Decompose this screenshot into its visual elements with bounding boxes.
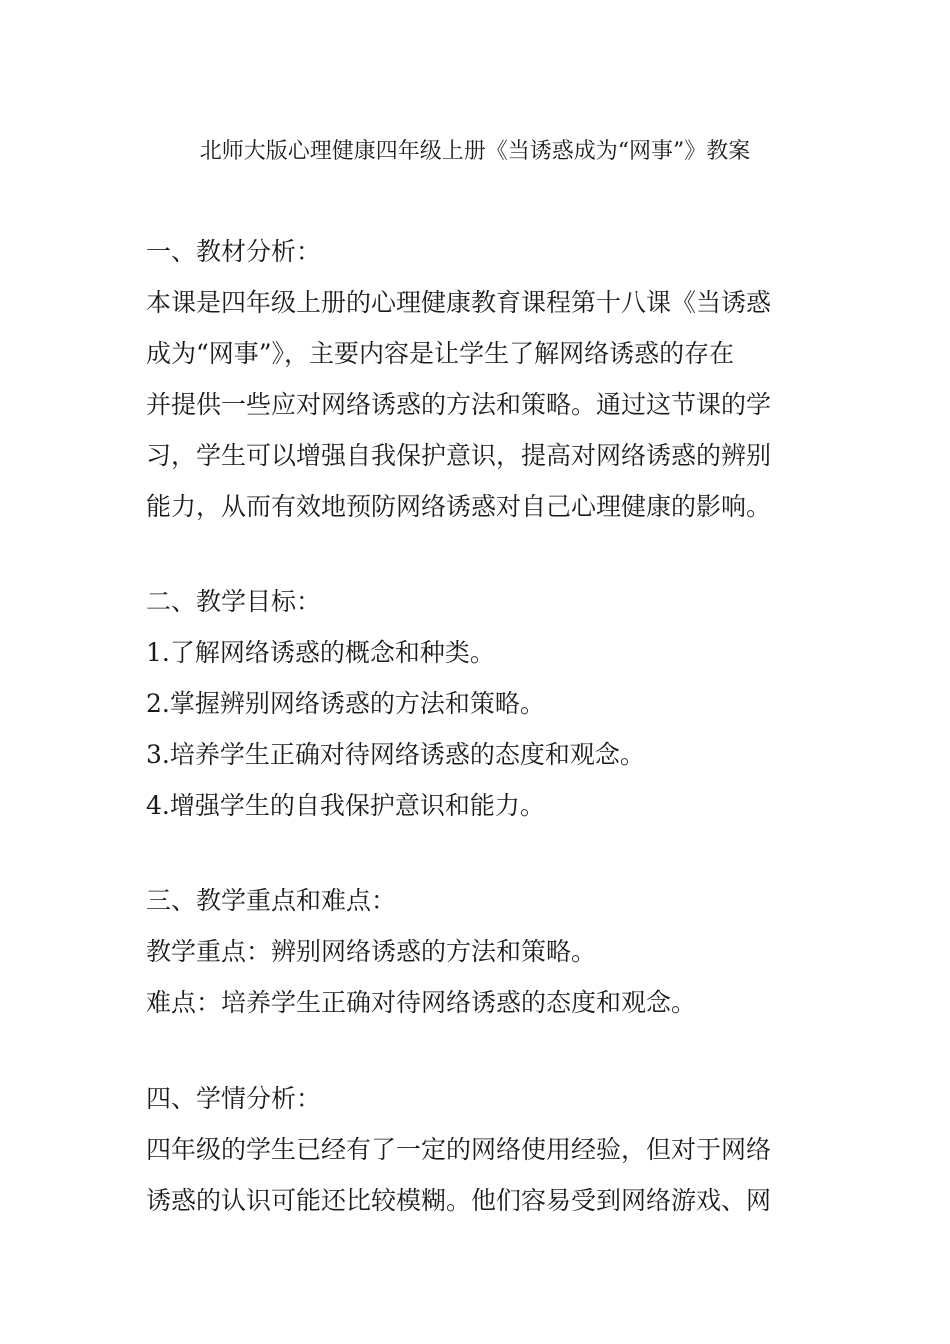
paragraph-line: 诱惑的认识可能还比较模糊。他们容易受到网络游戏、网 (146, 1186, 772, 1215)
section-learner-analysis (146, 1073, 806, 1226)
section-heading: 三、教学重点和难点： (146, 886, 397, 915)
section-textbook-analysis (146, 226, 806, 532)
section-heading: 一、教材分析： (146, 237, 322, 266)
document-title: 北师大版心理健康四年级上册《当诱惑成为“网事”》教案 (199, 139, 751, 164)
list-item: 难点：培养学生正确对待网络诱惑的态度和观念。 (146, 988, 697, 1017)
section-heading: 四、学情分析： (146, 1084, 322, 1113)
section-key-points (146, 875, 806, 1028)
section-heading: 二、教学目标： (146, 587, 322, 616)
paragraph-line: 能力，从而有效地预防网络诱惑对自己心理健康的影响。 (146, 492, 772, 521)
section-teaching-objectives (146, 576, 806, 831)
list-item: 4.增强学生的自我保护意识和能力。 (146, 791, 545, 820)
list-item: 3.培养学生正确对待网络诱惑的态度和观念。 (146, 740, 645, 769)
list-item: 1.了解网络诱惑的概念和种类。 (146, 638, 495, 667)
paragraph-line: 四年级的学生已经有了一定的网络使用经验，但对于网络 (146, 1135, 772, 1164)
paragraph-line: 习，学生可以增强自我保护意识，提高对网络诱惑的辨别 (146, 441, 772, 470)
list-item: 教学重点：辨别网络诱惑的方法和策略。 (146, 937, 597, 966)
paragraph-line: 并提供一些应对网络诱惑的方法和策略。通过这节课的学 (146, 390, 772, 419)
paragraph-line: 成为“网事”》，主要内容是让学生了解网络诱惑的存在 (146, 339, 735, 368)
list-item: 2.掌握辨别网络诱惑的方法和策略。 (146, 689, 545, 718)
paragraph-line: 本课是四年级上册的心理健康教育课程第十八课《当诱惑 (146, 288, 772, 317)
